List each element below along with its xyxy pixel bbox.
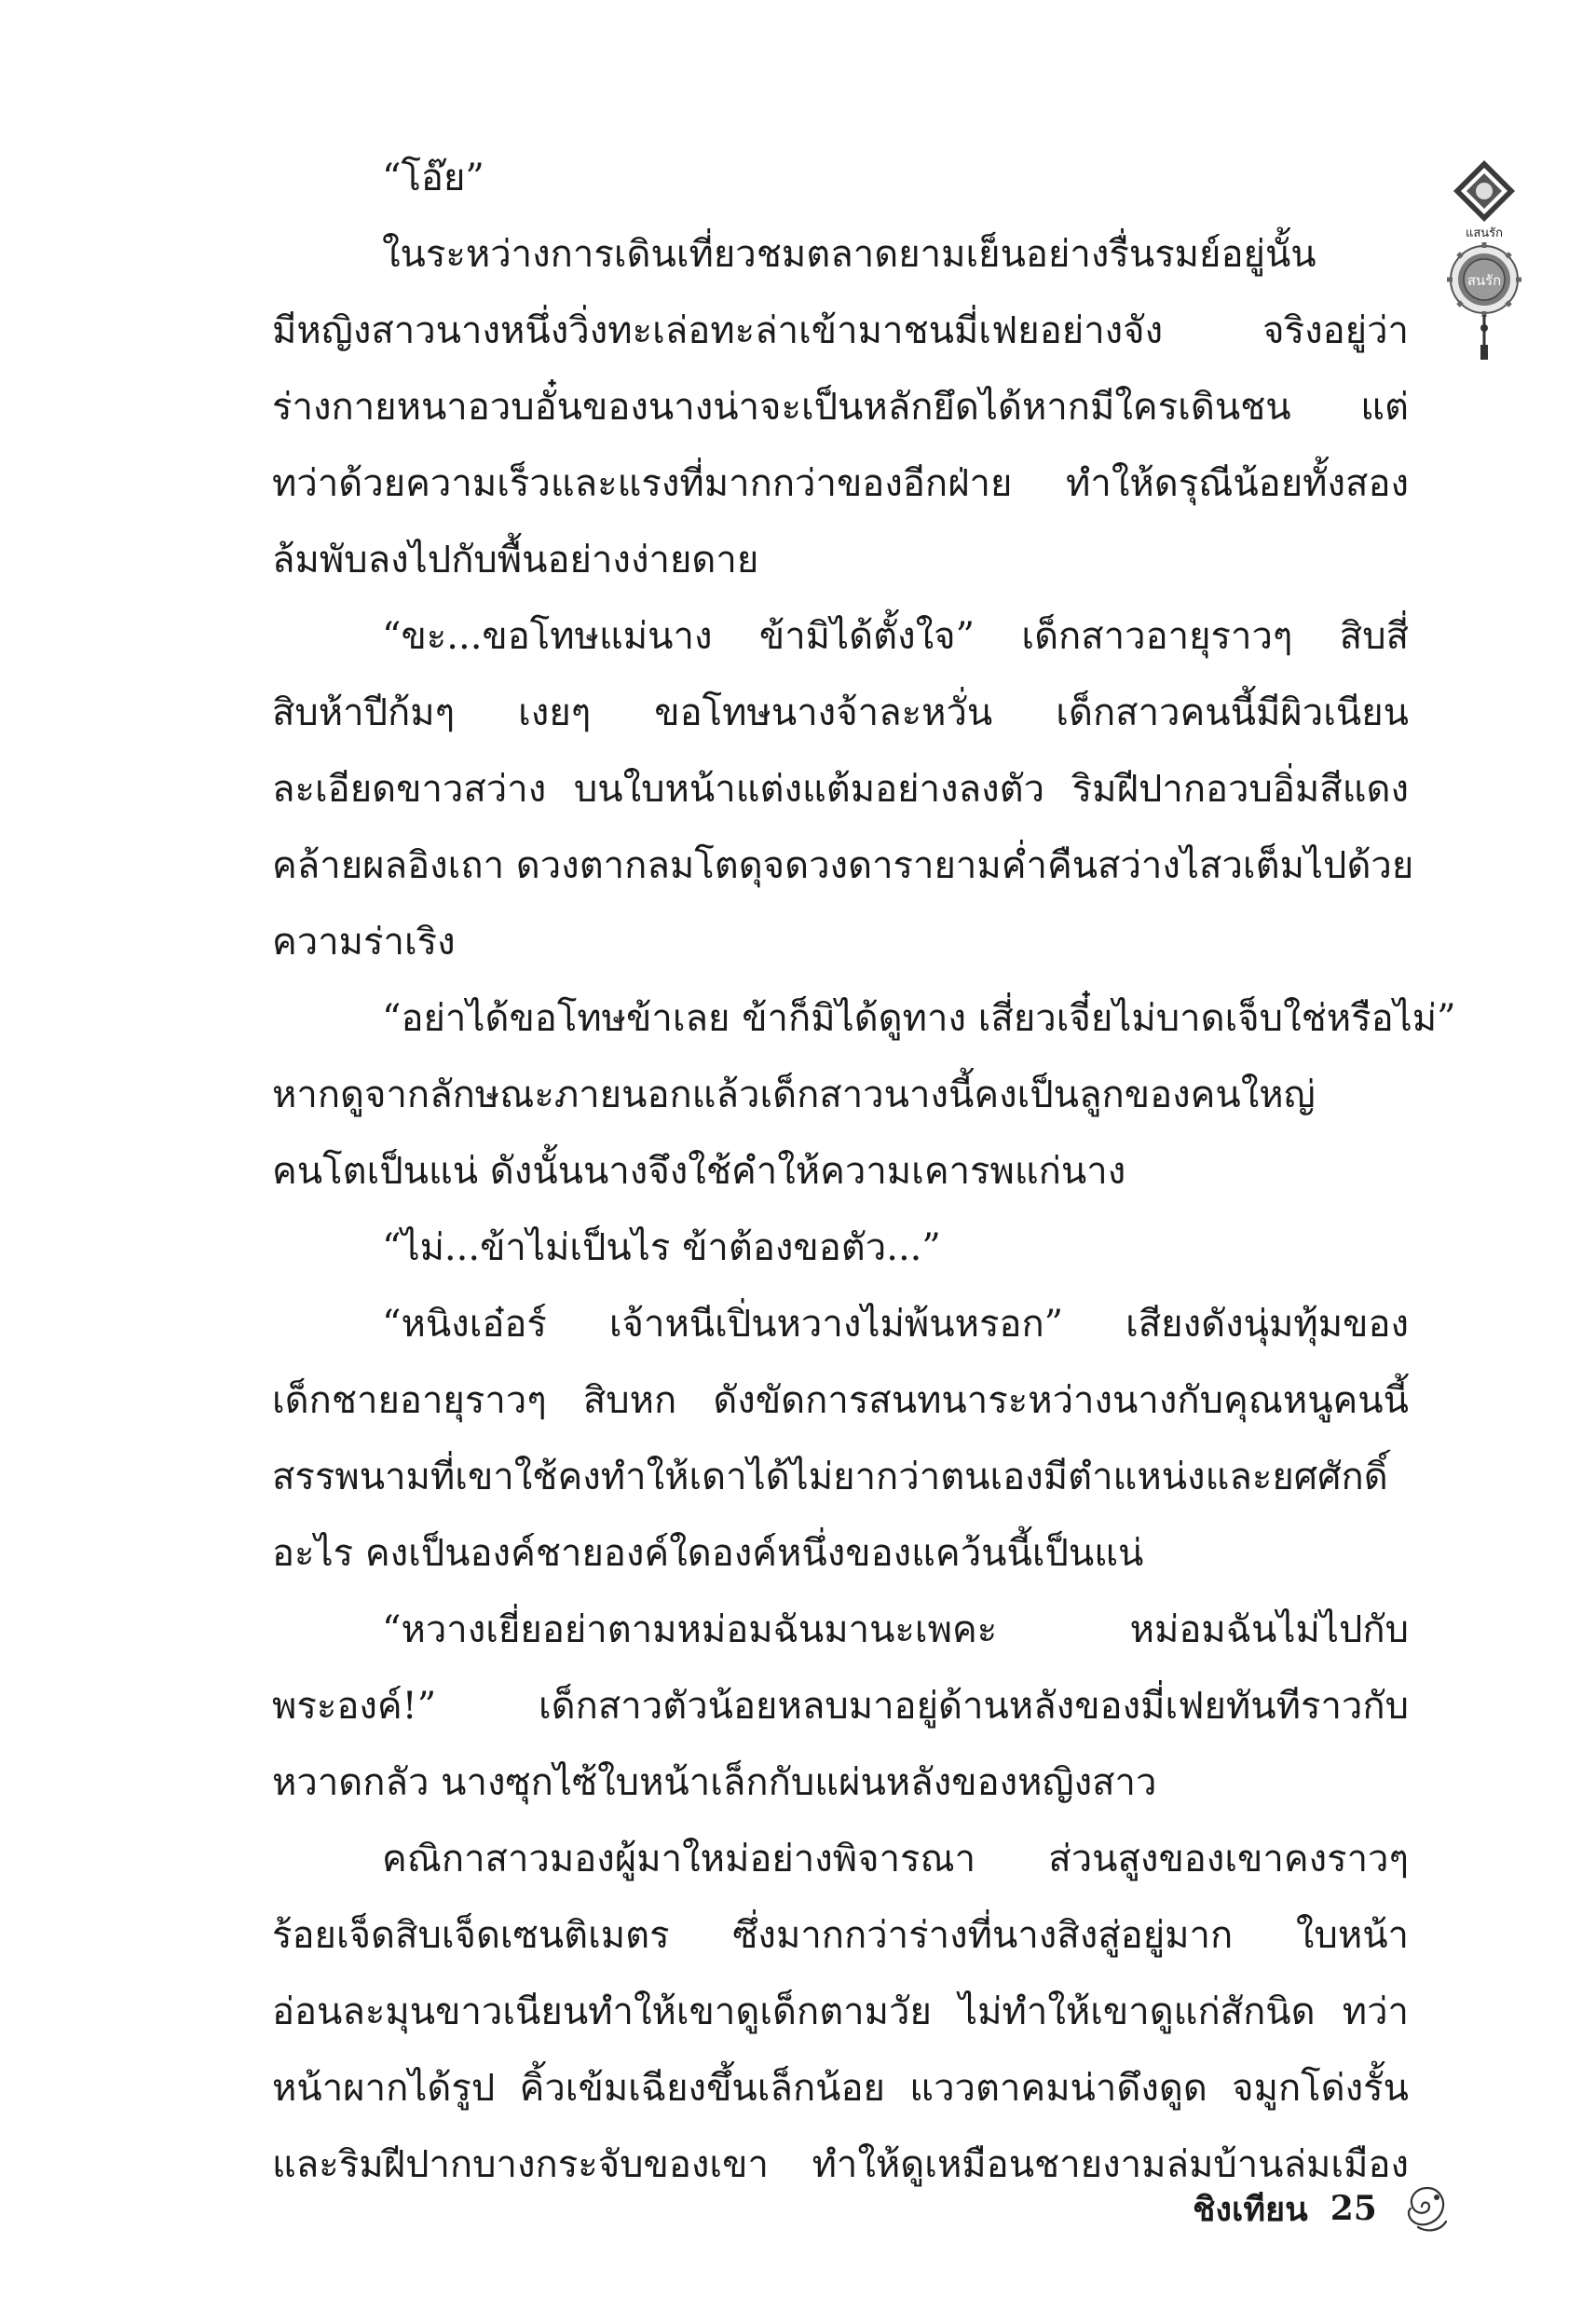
text-line: และริมฝีปากบางกระจับของเขา ทำให้ดูเหมือนชายงามล่มบ้านล่มเมือง <box>272 2143 1409 2186</box>
page-number: 25 <box>1330 2189 1377 2228</box>
flourish-icon <box>1399 2181 1455 2236</box>
text-line: หากดูจากลักษณะภายนอกแล้วเด็กสาวนางนี้คงเป็นลูกของคนใหญ่ <box>272 1073 1316 1116</box>
text-line: ร่างกายหนาอวบอั๋นของนางน่าจะเป็นหลักยึดได้หากมีใครเดินชน แต่ <box>272 386 1409 429</box>
text-line: อะไร คงเป็นองค์ชายองค์ใดองค์หนึ่งของแคว้นนี้เป็นแน่ <box>272 1532 1144 1575</box>
body-text <box>272 140 1456 2203</box>
text-line: พระองค์!” เด็กสาวตัวน้อยหลบมาอยู่ด้านหลังของมี่เฟยทันทีราวกับ <box>272 1685 1409 1728</box>
ornament-emblem-icon <box>1442 158 1526 363</box>
text-line: ละเอียดขาวสว่าง บนใบหน้าแต่งแต้มอย่างลงตัว ริมฝีปากอวบอิ่มสีแดง <box>272 768 1409 811</box>
running-title: ชิงเทียน <box>1193 2189 1308 2229</box>
text-line: ในระหว่างการเดินเที่ยวชมตลาดยามเย็นอย่างรื่นรมย์อยู่นั้น <box>382 233 1316 276</box>
text-line: มีหญิงสาวนางหนึ่งวิ่งทะเล่อทะล่าเข้ามาชนมี่เฟยอย่างจัง จริงอยู่ว่า <box>272 309 1409 352</box>
text-line: หวาดกลัว นางซุกไซ้ใบหน้าเล็กกับแผ่นหลังของหญิงสาว <box>272 1761 1157 1804</box>
medallion-text: สนรัก <box>1466 272 1502 289</box>
page-footer <box>1193 2171 1472 2246</box>
text-line: “ขะ...ขอโทษแม่นาง ข้ามิได้ตั้งใจ” เด็กสาวอายุราวๆ สิบสี่ <box>382 615 1409 658</box>
diamond-emblem <box>1453 160 1515 222</box>
text-line: เด็กชายอายุราวๆ สิบหก ดังขัดการสนทนาระหว่างนางกับคุณหนูคนนี้ <box>272 1379 1409 1422</box>
text-line: “หนิงเอ๋อร์ เจ้าหนีเปิ่นหวางไม่พ้นหรอก” เสียงดังนุ่มทุ้มของ <box>382 1303 1409 1346</box>
text-line: ร้อยเจ็ดสิบเจ็ดเซนติเมตร ซึ่งมากกว่าร่างที่นางสิงสู่อยู่มาก ใบหน้า <box>272 1914 1409 1957</box>
text-line: สิบห้าปีก้มๆ เงยๆ ขอโทษนางจ้าละหวั่น เด็กสาวคนนี้มีผิวเนียน <box>272 691 1409 734</box>
text-line: ความร่าเริง <box>272 921 456 964</box>
text-line: “โอ๊ย” <box>382 157 484 199</box>
text-line: คล้ายผลอิงเถา ดวงตากลมโตดุจดวงดารายามค่ำคืนสว่างไสวเต็มไปด้วย <box>272 844 1414 887</box>
text-line: คนโตเป็นแน่ ดังนั้นนางจึงใช้คำให้ความเคารพแก่นาง <box>272 1150 1126 1193</box>
ornament-label: แสนรัก <box>1465 226 1504 240</box>
text-line: คณิกาสาวมองผู้มาใหม่อย่างพิจารณา ส่วนสูงของเขาคงราวๆ <box>382 1838 1409 1880</box>
text-line: “อย่าได้ขอโทษข้าเลย ข้าก็มิได้ดูทาง เสี่ยวเจี๋ยไม่บาดเจ็บใช่หรือไม่” <box>382 997 1456 1040</box>
text-line: ล้มพับลงไปกับพื้นอย่างง่ายดาย <box>272 539 759 581</box>
text-line: อ่อนละมุนขาวเนียนทำให้เขาดูเด็กตามวัย ไม่ทำให้เขาดูแก่สักนิด ทว่า <box>272 1990 1409 2033</box>
text-line: หน้าผากได้รูป คิ้วเข้มเฉียงขึ้นเล็กน้อย แววตาคมน่าดึงดูด จมูกโด่งรั้น <box>272 2067 1409 2110</box>
text-line: “หวางเยี่ยอย่าตามหม่อมฉันมานะเพคะ หม่อมฉันไม่ไปกับ <box>382 1608 1409 1651</box>
text-line: “ไม่...ข้าไม่เป็นไร ข้าต้องขอตัว...” <box>382 1226 941 1269</box>
medallion-icon <box>1447 242 1521 317</box>
tassel-icon <box>1480 315 1488 360</box>
text-line: ทว่าด้วยความเร็วและแรงที่มากกว่าของอีกฝ่าย ทำให้ดรุณีน้อยทั้งสอง <box>272 462 1409 505</box>
text-line: สรรพนามที่เขาใช้คงทำให้เดาได้ไม่ยากว่าตนเองมีตำแหน่งและยศศักดิ์ <box>272 1456 1388 1498</box>
